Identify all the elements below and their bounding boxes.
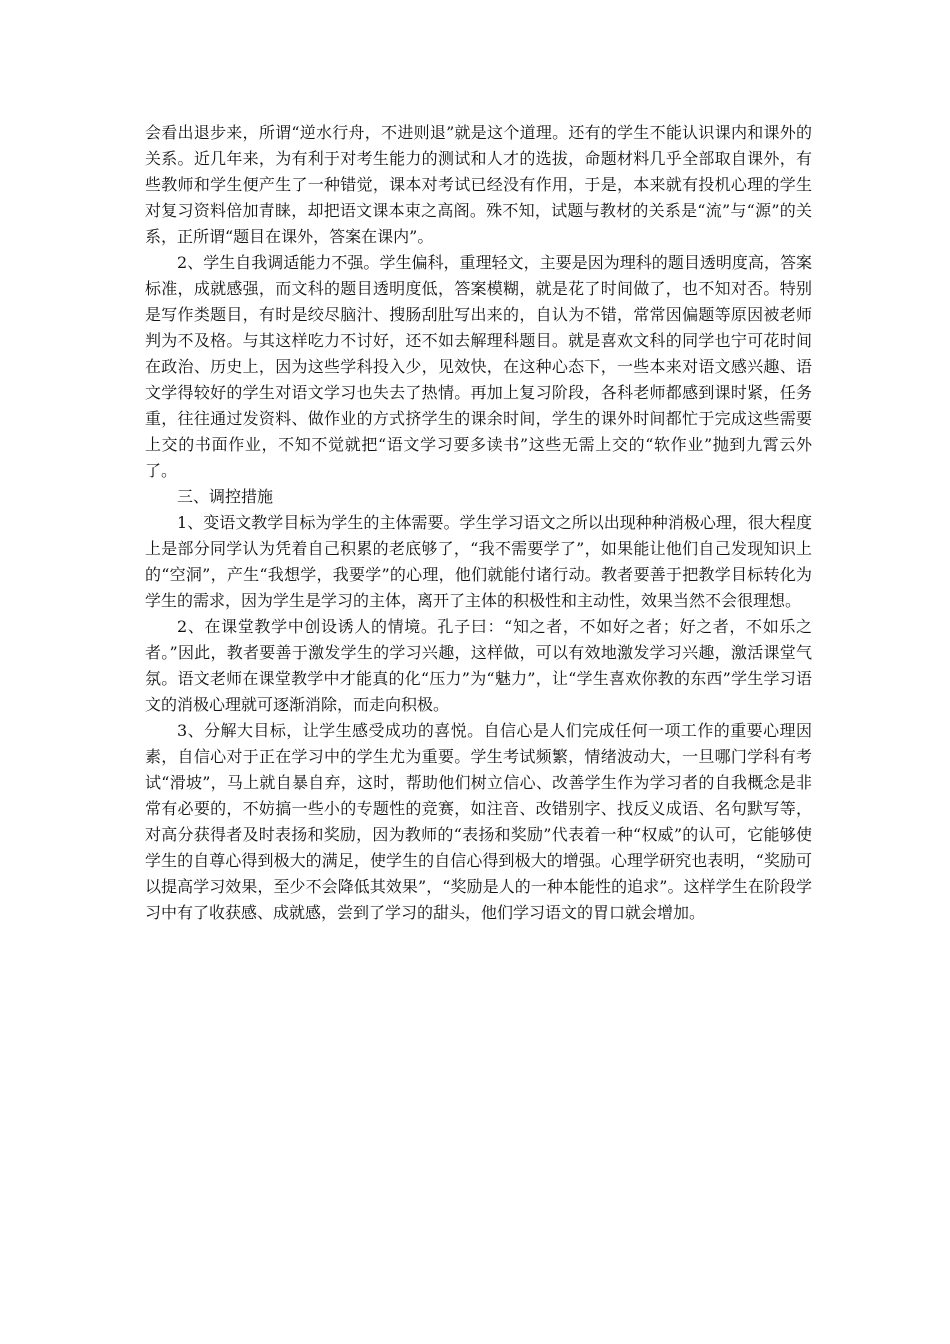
paragraph-measure-2: 2、在课堂教学中创设诱人的情境。孔子曰：“知之者，不如好之者；好之者，不如乐之者。”因此，教者要善于激发学生的学习兴趣，这样做，可以有效地激发学习兴趣，激活课堂气氛。语文老师在课堂教学中才能真的化“压力”为“魅力”，让“学生喜欢你教的东西”学生学习语文的消极心理就可逐渐消除，而走向积极。 xyxy=(145,617,812,714)
document-body xyxy=(145,120,812,926)
paragraph-measure-1: 1、变语文教学目标为学生的主体需要。学生学习语文之所以出现种种消极心理，很大程度上是部分同学认为凭着自己积累的老底够了，“我不需要学了”，如果能让他们自己发现知识上的“空洞”，产生“我想学，我要学”的心理，他们就能付诸行动。教者要善于把教学目标转化为学生的需求，因为学生是学习的主体，离开了主体的积极性和主动性，效果当然不会很理想。 xyxy=(145,513,812,610)
paragraph-continuation: 会看出退步来，所谓“逆水行舟，不进则退”就是这个道理。还有的学生不能认识课内和课外的关系。近几年来，为有利于对考生能力的测试和人才的选拔，命题材料几乎全部取自课外，有些教师和学生便产生了一种错觉，课本对考试已经没有作用，于是，本来就有投机心理的学生对复习资料倍加青睐，却把语文课本束之高阁。殊不知，试题与教材的关系是“流”与“源”的关系，正所谓“题目在课外，答案在课内”。 xyxy=(145,123,812,246)
paragraph-measure-3: 3、分解大目标，让学生感受成功的喜悦。自信心是人们完成任何一项工作的重要心理因素，自信心对于正在学习中的学生尤为重要。学生考试频繁，情绪波动大，一旦哪门学科有考试“滑坡”，马上就自暴自弃，这时，帮助他们树立信心、改善学生作为学习者的自我概念是非常有必要的，不妨搞一些小的专题性的竞赛，如注音、改错别字、找反义成语、名句默写等，对高分获得者及时表扬和奖励，因为教师的“表扬和奖励”代表着一种“权威”的认可，它能够使学生的自尊心得到极大的满足，使学生的自信心得到极大的增强。心理学研究也表明，“奖励可以提高学习效果，至少不会降低其效果”，“奖励是人的一种本能性的追求”。这样学生在阶段学习中有了收获感、成就感，尝到了学习的甜头，他们学习语文的胃口就会增加。 xyxy=(145,721,812,922)
paragraph-self-adjustment: 2、学生自我调适能力不强。学生偏科，重理轻文，主要是因为理科的题目透明度高，答案标准，成就感强，而文科的题目透明度低，答案模糊，就是花了时间做了，也不知对否。特别是写作类题目，有时是绞尽脑汁、搜肠刮肚写出来的，自认为不错，常常因偏题等原因被老师判为不及格。与其这样吃力不讨好，还不如去解理科题目。就是喜欢文科的同学也宁可花时间在政治、历史上，因为这些学科投入少，见效快，在这种心态下，一些本来对语文感兴趣、语文学得较好的学生对语文学习也失去了热情。再加上复习阶段，各科老师都感到课时紧，任务重，往往通过发资料、做作业的方式挤学生的课余时间，学生的课外时间都忙于完成这些需要上交的书面作业，不知不觉就把“语文学习要多读书”这些无需上交的“软作业”抛到九霄云外了。 xyxy=(145,253,812,480)
section-heading-control-measures: 三、调控措施 xyxy=(177,487,274,506)
